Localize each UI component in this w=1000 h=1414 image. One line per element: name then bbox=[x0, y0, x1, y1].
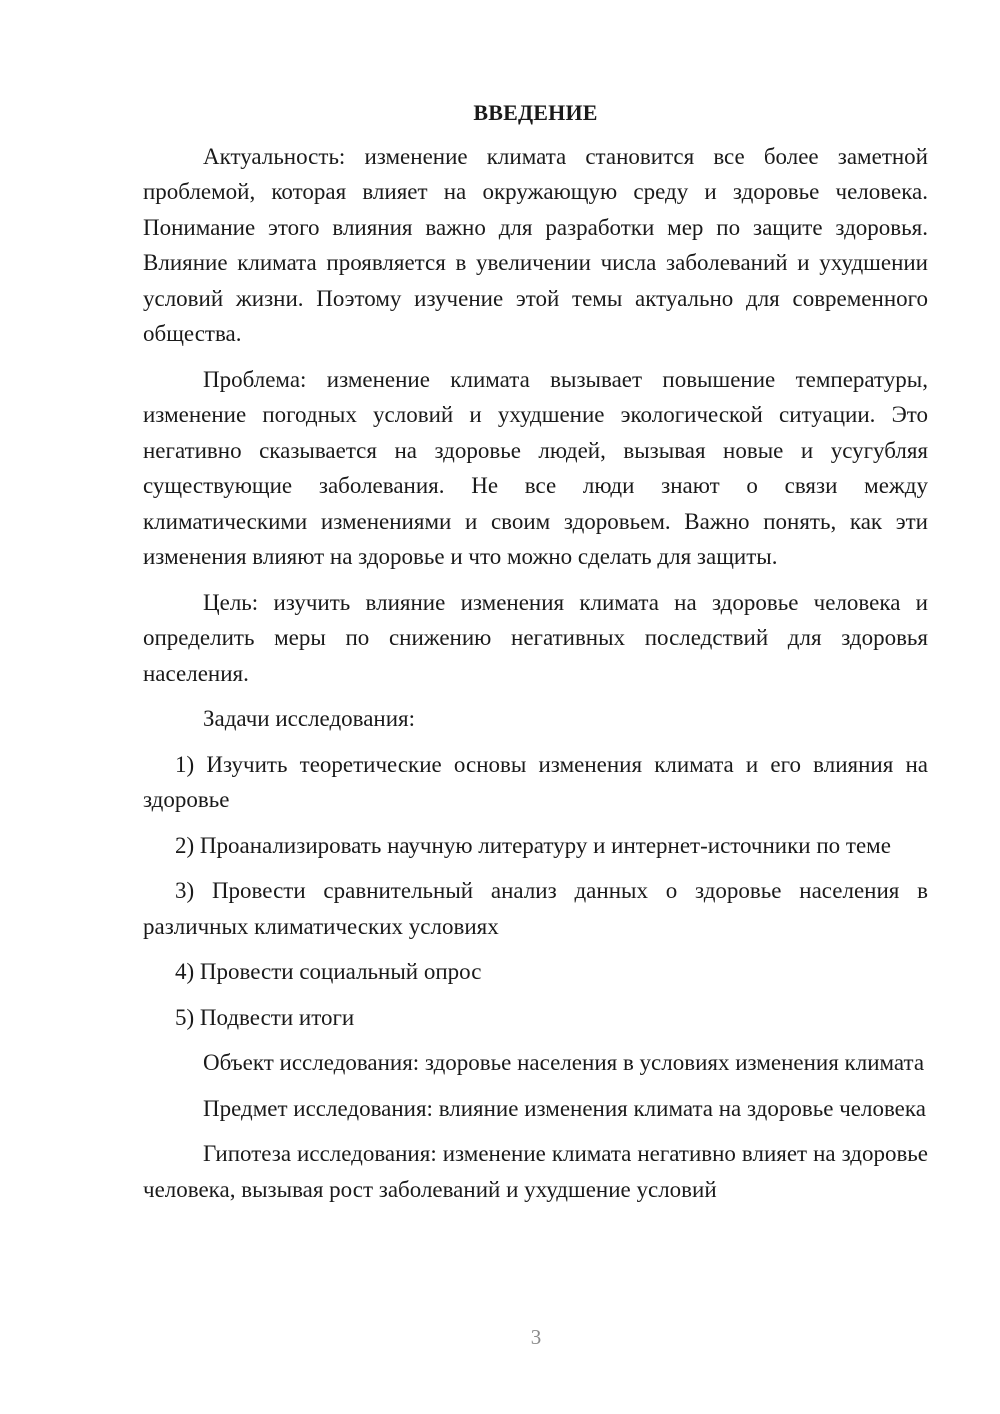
page-number: 3 bbox=[530, 1325, 542, 1349]
goal-paragraph: Цель: изучить влияние изменения климата на здоровье человека и определить меры по снижению негативных последствий для здоровья населения. bbox=[143, 589, 928, 686]
task-item: 2) Проанализировать научную литературу и интернет-источники по теме bbox=[175, 832, 891, 858]
relevance-paragraph: Актуальность: изменение климата становится все более заметной проблемой, которая влияет на окружающую среду и здоровье человека. Понимание этого влияния важно для разработки мер по защите здоровья. Влияние климата проявляется в увеличении числа заболеваний и ухудшении условий жизни. Поэтому изучение этой темы актуально для современного общества. bbox=[143, 143, 928, 346]
tasks-heading: Задачи исследования: bbox=[203, 706, 416, 731]
problem-paragraph: Проблема: изменение климата вызывает повышение температуры, изменение погодных условий и ухудшение экологической ситуации. Это негативно сказывается на здоровье людей, вызывая новые и усугубляя существующие заболевания. Не все люди знают о связи между климатическими изменениями и своим здоровьем. Важно понять, как эти изменения влияют на здоровье и что можно сделать для защиты. bbox=[143, 366, 928, 569]
object-paragraph: Объект исследования: здоровье населения в условиях изменения климата bbox=[203, 1050, 925, 1075]
task-item: 5) Подвести итоги bbox=[175, 1004, 355, 1030]
subject-paragraph: Предмет исследования: влияние изменения климата на здоровье человека bbox=[203, 1095, 926, 1121]
task-item: 4) Провести социальный опрос bbox=[175, 959, 482, 984]
page-title: ВВЕДЕНИЕ bbox=[473, 100, 598, 125]
task-item: 1) Изучить теоретические основы изменения климата и его влияния на здоровье bbox=[143, 751, 928, 812]
hypothesis-paragraph: Гипотеза исследования: изменение климата негативно влияет на здоровье человека, вызывая рост заболеваний и ухудшение условий bbox=[143, 1141, 928, 1202]
task-item: 3) Провести сравнительный анализ данных о здоровье населения в различных климатических условиях bbox=[143, 878, 928, 939]
page-content bbox=[143, 95, 928, 1217]
